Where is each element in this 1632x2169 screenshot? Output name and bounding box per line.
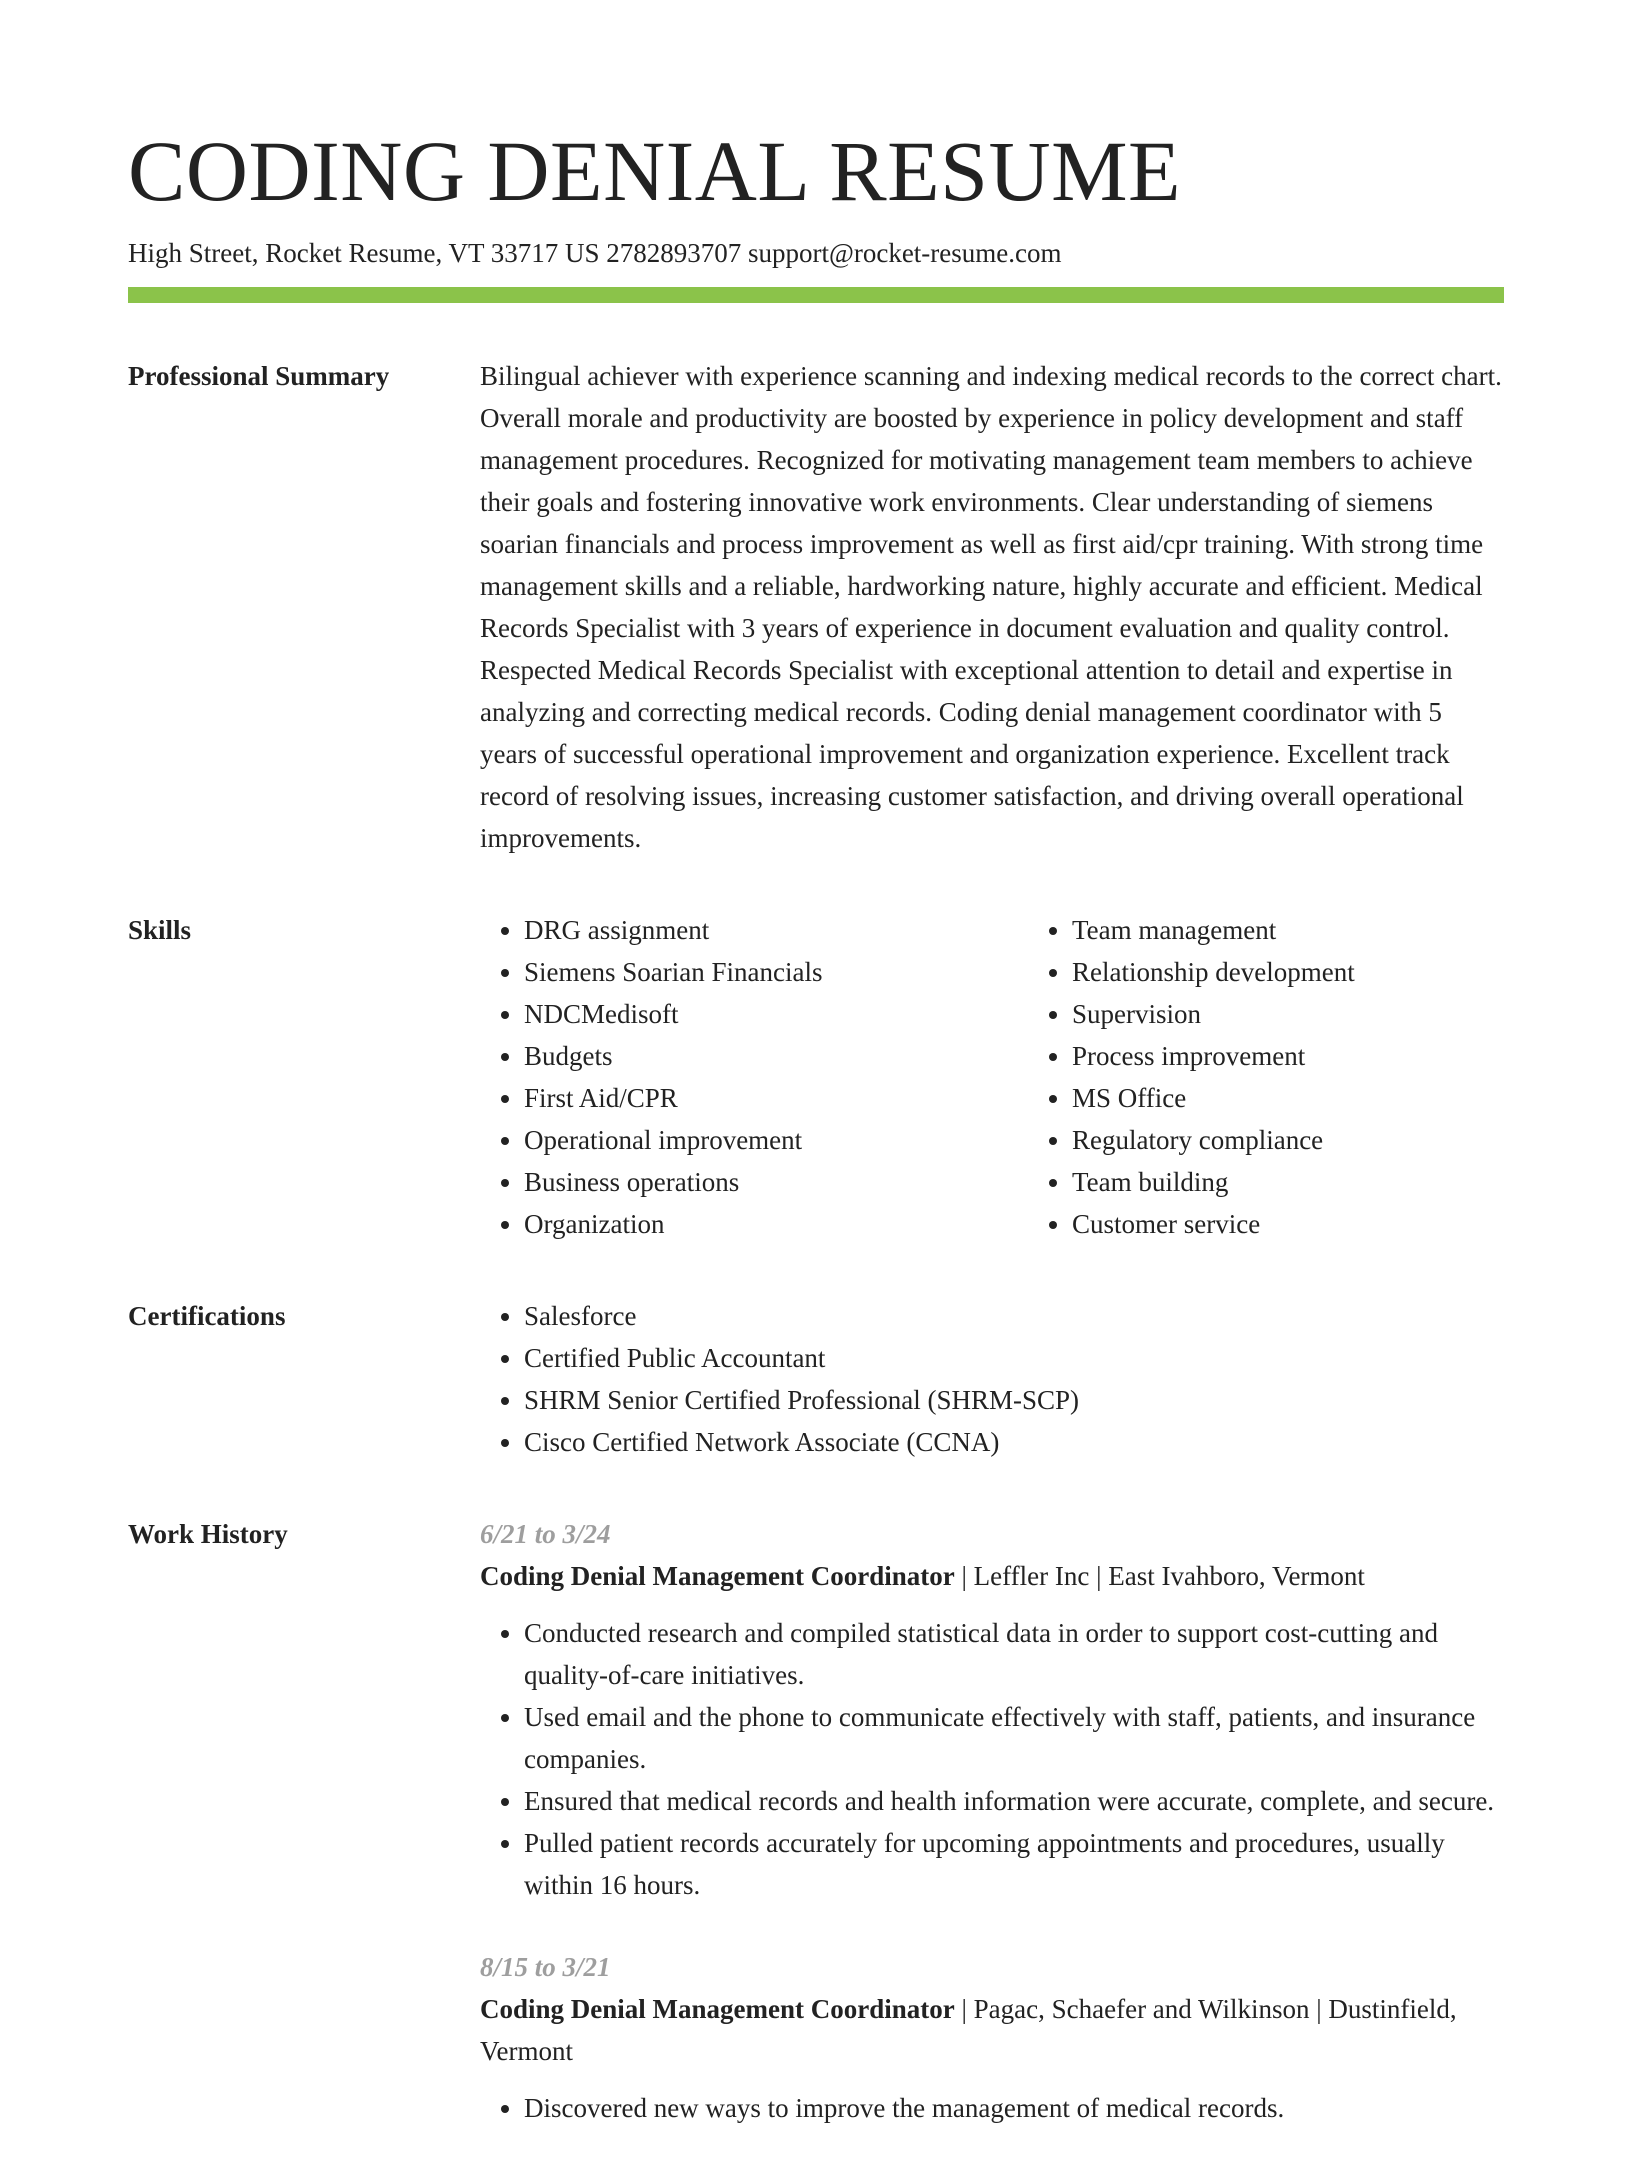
contact-email: support@rocket-resume.com — [747, 238, 1062, 268]
job-bullet: • Pulled patient records accurately for upcoming appointments and procedures, usually within 16 hours. — [524, 1822, 1504, 1906]
skill-item: • DRG assignment — [524, 909, 1028, 951]
skill-item: • First Aid/CPR — [524, 1077, 1028, 1119]
contact-phone: 2782893707 — [606, 238, 742, 268]
certification-item: • SHRM Senior Certified Professional (SHRM-SCP) — [524, 1379, 1504, 1421]
skill-item: • Organization — [524, 1203, 1028, 1245]
skills-list-left — [480, 909, 1028, 1245]
skill-item: • Business operations — [524, 1161, 1028, 1203]
job-entry — [480, 1513, 1504, 1906]
job-bullet: • Conducted research and compiled statistical data in order to support cost-cutting and quality-of-care initiatives. — [524, 1612, 1504, 1696]
contact-address: High Street, Rocket Resume, VT 33717 US — [128, 238, 600, 268]
skill-item: • Operational improvement — [524, 1119, 1028, 1161]
job-entry — [480, 1946, 1504, 2129]
skill-item: • Team management — [1072, 909, 1576, 951]
job-details: | Leffler Inc | East Ivahboro, Vermont — [954, 1561, 1365, 1591]
job-dates: 6/21 to 3/24 — [480, 1519, 611, 1549]
skill-item: • Budgets — [524, 1035, 1028, 1077]
contact-line — [128, 236, 1504, 270]
skill-item: • Customer service — [1072, 1203, 1576, 1245]
skills-heading: Skills — [128, 915, 192, 945]
work-history-section — [128, 1513, 1504, 2169]
skill-item: • Relationship development — [1072, 951, 1576, 993]
certification-item: • Salesforce — [524, 1295, 1504, 1337]
skill-item: • Siemens Soarian Financials — [524, 951, 1028, 993]
certifications-list — [480, 1295, 1504, 1463]
job-details: | Pagac, Schaefer and Wilkinson | Dustinfield, Vermont — [480, 1994, 1457, 2066]
skills-list-right — [1028, 909, 1576, 1245]
certification-item: • Cisco Certified Network Associate (CCNA) — [524, 1421, 1504, 1463]
job-title: Coding Denial Management Coordinator — [480, 1561, 955, 1591]
job-bullet: • Discovered new ways to improve the management of medical records. — [524, 2087, 1504, 2129]
job-bullet: • Ensured that medical records and health information were accurate, complete, and secure. — [524, 1780, 1504, 1822]
job-bullets — [480, 1612, 1504, 1906]
skill-item: • Team building — [1072, 1161, 1576, 1203]
summary-text: Bilingual achiever with experience scanning and indexing medical records to the correct chart. Overall morale and productivity are boosted by experience in policy development and staff management procedures. Recognized for motivating management team members to achieve their goals and fostering innovative work environments. Clear understanding of siemens soarian financials and process improvement as well as first aid/cpr training. With strong time management skills and a reliable, hardworking nature, highly accurate and efficient. Medical Records Specialist with 3 years of experience in document evaluation and quality control. Respected Medical Records Specialist with exceptional attention to detail and expertise in analyzing and correcting medical records. Coding denial management coordinator with 5 years of successful operational improvement and organization experience. Excellent track record of resolving issues, increasing customer satisfaction, and driving overall operational improvements. — [480, 361, 1502, 853]
skill-item: • Supervision — [1072, 993, 1576, 1035]
job-header — [480, 1988, 1504, 2072]
job-dates: 8/15 to 3/21 — [480, 1952, 611, 1982]
resume-page — [128, 122, 1504, 2169]
job-bullet: • Used email and the phone to communicate effectively with staff, patients, and insurance companies. — [524, 1696, 1504, 1780]
skill-item: • MS Office — [1072, 1077, 1576, 1119]
summary-heading: Professional Summary — [128, 361, 390, 391]
job-title: Coding Denial Management Coordinator — [480, 1994, 955, 2024]
job-bullets — [480, 2087, 1504, 2129]
job-header — [480, 1555, 1504, 1597]
certifications-heading: Certifications — [128, 1301, 286, 1331]
work-history-heading: Work History — [128, 1519, 288, 1549]
skills-section — [128, 909, 1504, 1245]
header-divider — [128, 287, 1504, 303]
skill-item: • NDCMedisoft — [524, 993, 1028, 1035]
certifications-section — [128, 1295, 1504, 1463]
skill-item: • Process improvement — [1072, 1035, 1576, 1077]
resume-title: CODING DENIAL RESUME — [128, 123, 1182, 219]
summary-section — [128, 355, 1504, 859]
certification-item: • Certified Public Accountant — [524, 1337, 1504, 1379]
skill-item: • Regulatory compliance — [1072, 1119, 1576, 1161]
